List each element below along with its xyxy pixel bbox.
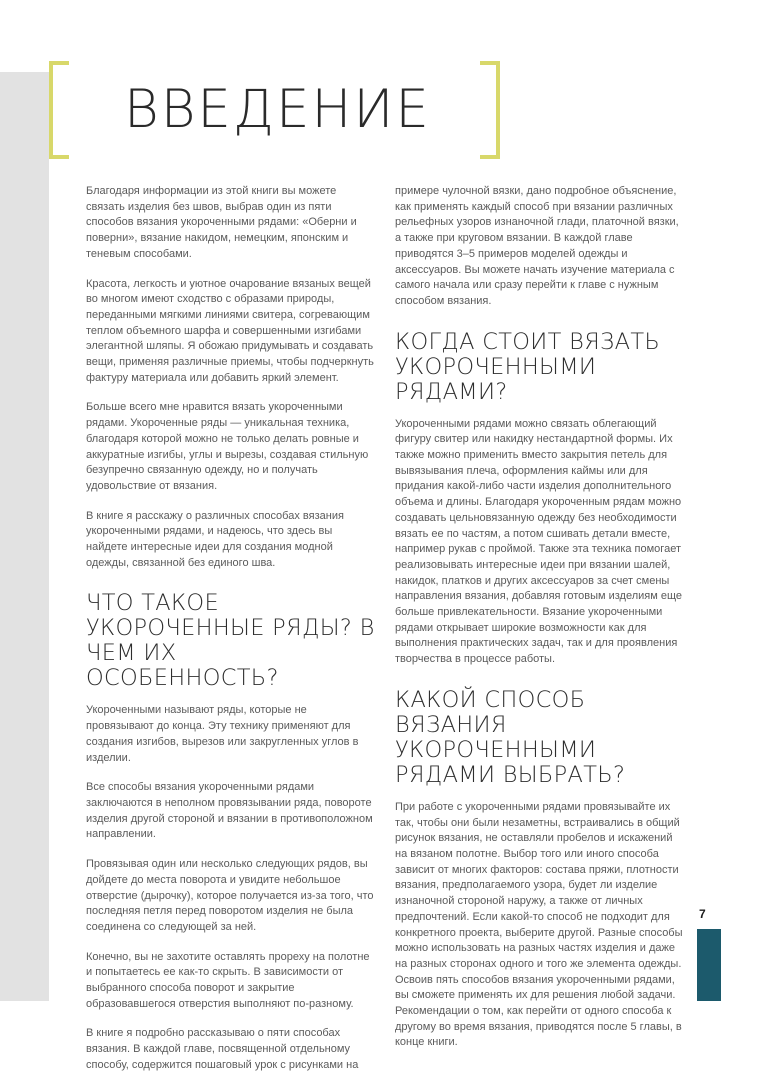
side-decor-bar [0,72,49,1001]
section-heading-when: КОГДА СТОИТ ВЯЗАТЬ УКОРОЧЕННЫМИ РЯДАМИ? [395,328,661,405]
page-tab-decor [697,929,721,1001]
intro-paragraph: В книге я расскажу о различных способах вязания укороченными рядами, и надеюсь, что здесь вы найдете интересные идеи для создания модной одежды, связанной без единого шва. [86,509,344,569]
left-column [86,184,376,1088]
body-paragraph: В книге я подробно рассказываю о пяти способах вязания. В каждой главе, посвященной отдельному способу, содержится пошаговый урок с рисунками на [86,1027,359,1071]
body-paragraph: Провязывая один или несколько следующих рядов, вы дойдете до места поворота и увидите небольшое отверстие (дырочку), которое получается из-за того, что последняя петля перед поворотом изделия не была соединена со следующей за ней. [86,858,374,933]
intro-paragraph: Больше всего мне нравится вязать укороченными рядами. Укороченные ряды — уникальная техника, благодаря которой можно не только делать ровные и аккуратные изгибы, углы и вырезы, создавая стильную безупречно связанную одежду, но и получать удовольствие от вязания. [86,401,369,492]
section-heading-which-method: КАКОЙ СПОСОБ ВЯЗАНИЯ УКОРОЧЕННЫМИ РЯДАМИ ВЫБРАТЬ? [395,686,626,788]
intro-paragraph: Красота, легкость и уютное очарование вязаных вещей во многом имеют сходство с образами природы, переданными мягкими линиями свитера, согревающим теплом объемного шарфа и совершенными изгибами элегантной шляпы. Я обожаю придумывать и создавать вещи, применяя различные приемы, чтобы подчеркнуть фактуру материала или добавить яркий элемент. [86,277,374,384]
body-paragraph: Все способы вязания укороченными рядами заключаются в неполном провязывании ряда, повороте изделия другой стороной и вязании в противоположном направлении. [86,781,373,841]
section-heading-what-is: ЧТО ТАКОЕ УКОРОЧЕННЫЕ РЯДЫ? В ЧЕМ ИХ ОСОБЕННОСТЬ? [86,590,375,692]
body-paragraph: Конечно, вы не захотите оставлять прореху на полотне и попытаетесь ее как-то скрыть. В зависимости от выбранного способа поворот и закрытие образовавшегося отверстия выполняют по-разному. [86,950,370,1010]
title-bracket-left [49,61,69,159]
right-column [395,184,685,1065]
intro-paragraph: Благодаря информации из этой книги вы можете связать изделия без швов, выбрав один из пяти способов вязания укороченными рядами: «Оберни и поверни», вязание накидом, немецким, японским и теневым способами. [86,185,357,260]
page-title: ВВЕДЕНИЕ [124,79,431,140]
title-bracket-right [480,61,500,159]
page-number: 7 [699,907,706,921]
body-paragraph: Укороченными называют ряды, которые не провязывают до конца. Эту технику применяют для создания изгибов, вырезов или закругленных углов в изделии. [86,704,359,764]
body-paragraph: Укороченными рядами можно связать облегающий фигуру свитер или накидку нестандартной формы. Их также можно применить вместо закрытия петель для вывязывания плеча, оформления каймы или для придания какой-либо части изделия дополнительного объема и длины. Благодаря укороченным рядам можно создавать цельновязанную одежду без необходимости вязать ее по частям, а потом сшивать детали вместе, например рукав с проймой. Также эта техника помогает реализовывать интересные идеи при вязании шалей, накидок, платков и других аксессуаров за счет смены направления вязания, добавляя готовым изделиям еще больше привлекательности. Вязание укороченными рядами открывает широкие возможности как для выполнения практических задач, так и для проявления творчества в процессе работы. [395,417,683,666]
body-paragraph: При работе с укороченными рядами провязывайте их так, чтобы они были незаметны, встраивались в общий рисунок вязания, не оставляли пробелов и искажений на вязаном полотне. Выбор того или иного способа зависит от многих факторов: состава пряжи, плотности вязания, предполагаемого узора, будет ли изделие изнаночной стороной наружу, а также от личных предпочтений. Если какой-то способ не подходит для конкретного проекта, выберите другой. Разные способы можно использовать на разных частях изделия и даже на разных сторонах одного и того же элемента одежды. Освоив пять способов вязания укороченными рядами, вы сможете применять их для решения любой задачи. Рекомендации о том, как перейти от одного способа к другому во время вязания, приводятся после 5 главы, в конце книги. [395,800,683,1049]
continuation-paragraph: примере чулочной вязки, дано подробное объяснение, как применять каждый способ при вязании различных рельефных узоров изнаночной глади, платочной вязки, а также при круговом вязании. В каждой главе приводятся 3–5 примеров моделей одежды и аксессуаров. Вы можете начать изучение материала с самого начала или сразу перейти к главе с нужным способом вязания. [395,185,679,307]
